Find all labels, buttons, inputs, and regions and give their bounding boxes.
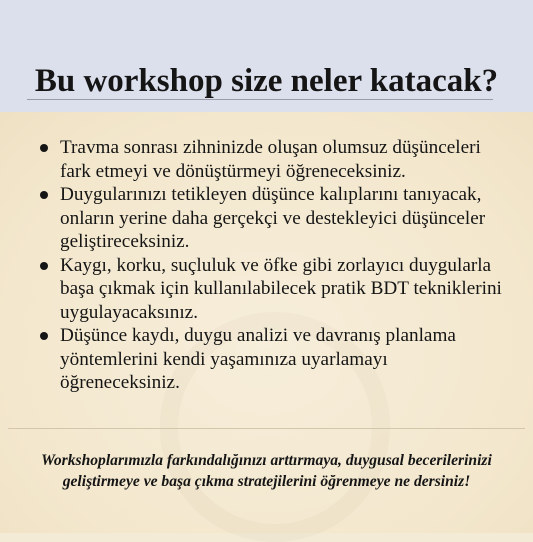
title-underline: [27, 99, 493, 100]
benefits-list: [0, 136, 533, 395]
list-item-text: Duygularınızı tetikleyen düşünce kalıplarını tanıyacak, onların yerine daha gerçekçi ve destekleyici düşünceler geliştireceksiniz.: [60, 184, 486, 252]
list-item: [0, 324, 533, 395]
bullet-dot-icon: [40, 144, 48, 152]
list-item: [0, 254, 533, 325]
section-divider: [8, 428, 525, 429]
closing-statement: Workshoplarımızla farkındalığınızı arttırmaya, duygusal becerilerinizi geliştirmeye ve başa çıkma stratejilerini öğrenmeye ne dersiniz!: [41, 452, 492, 490]
list-item: [0, 183, 533, 254]
list-item: [0, 136, 533, 183]
bullet-dot-icon: [40, 332, 48, 340]
list-item-text: Travma sonrası zihninizde oluşan olumsuz düşünceleri fark etmeyi ve dönüştürmeyi öğreneceksiniz.: [60, 137, 481, 182]
bullet-dot-icon: [40, 191, 48, 199]
page-title: Bu workshop size neler katacak?: [34, 63, 499, 99]
list-item-text: Kaygı, korku, suçluluk ve öfke gibi zorlayıcı duygularla başa çıkmak için kullanılabilecek pratik BDT tekniklerini uygulayacaksınız.: [60, 254, 502, 323]
list-item-text: Düşünce kaydı, duygu analizi ve davranış planlama yöntemlerini kendi yaşamınıza uyarlamayı öğreneceksiniz.: [60, 325, 456, 393]
bullet-dot-icon: [40, 262, 48, 270]
